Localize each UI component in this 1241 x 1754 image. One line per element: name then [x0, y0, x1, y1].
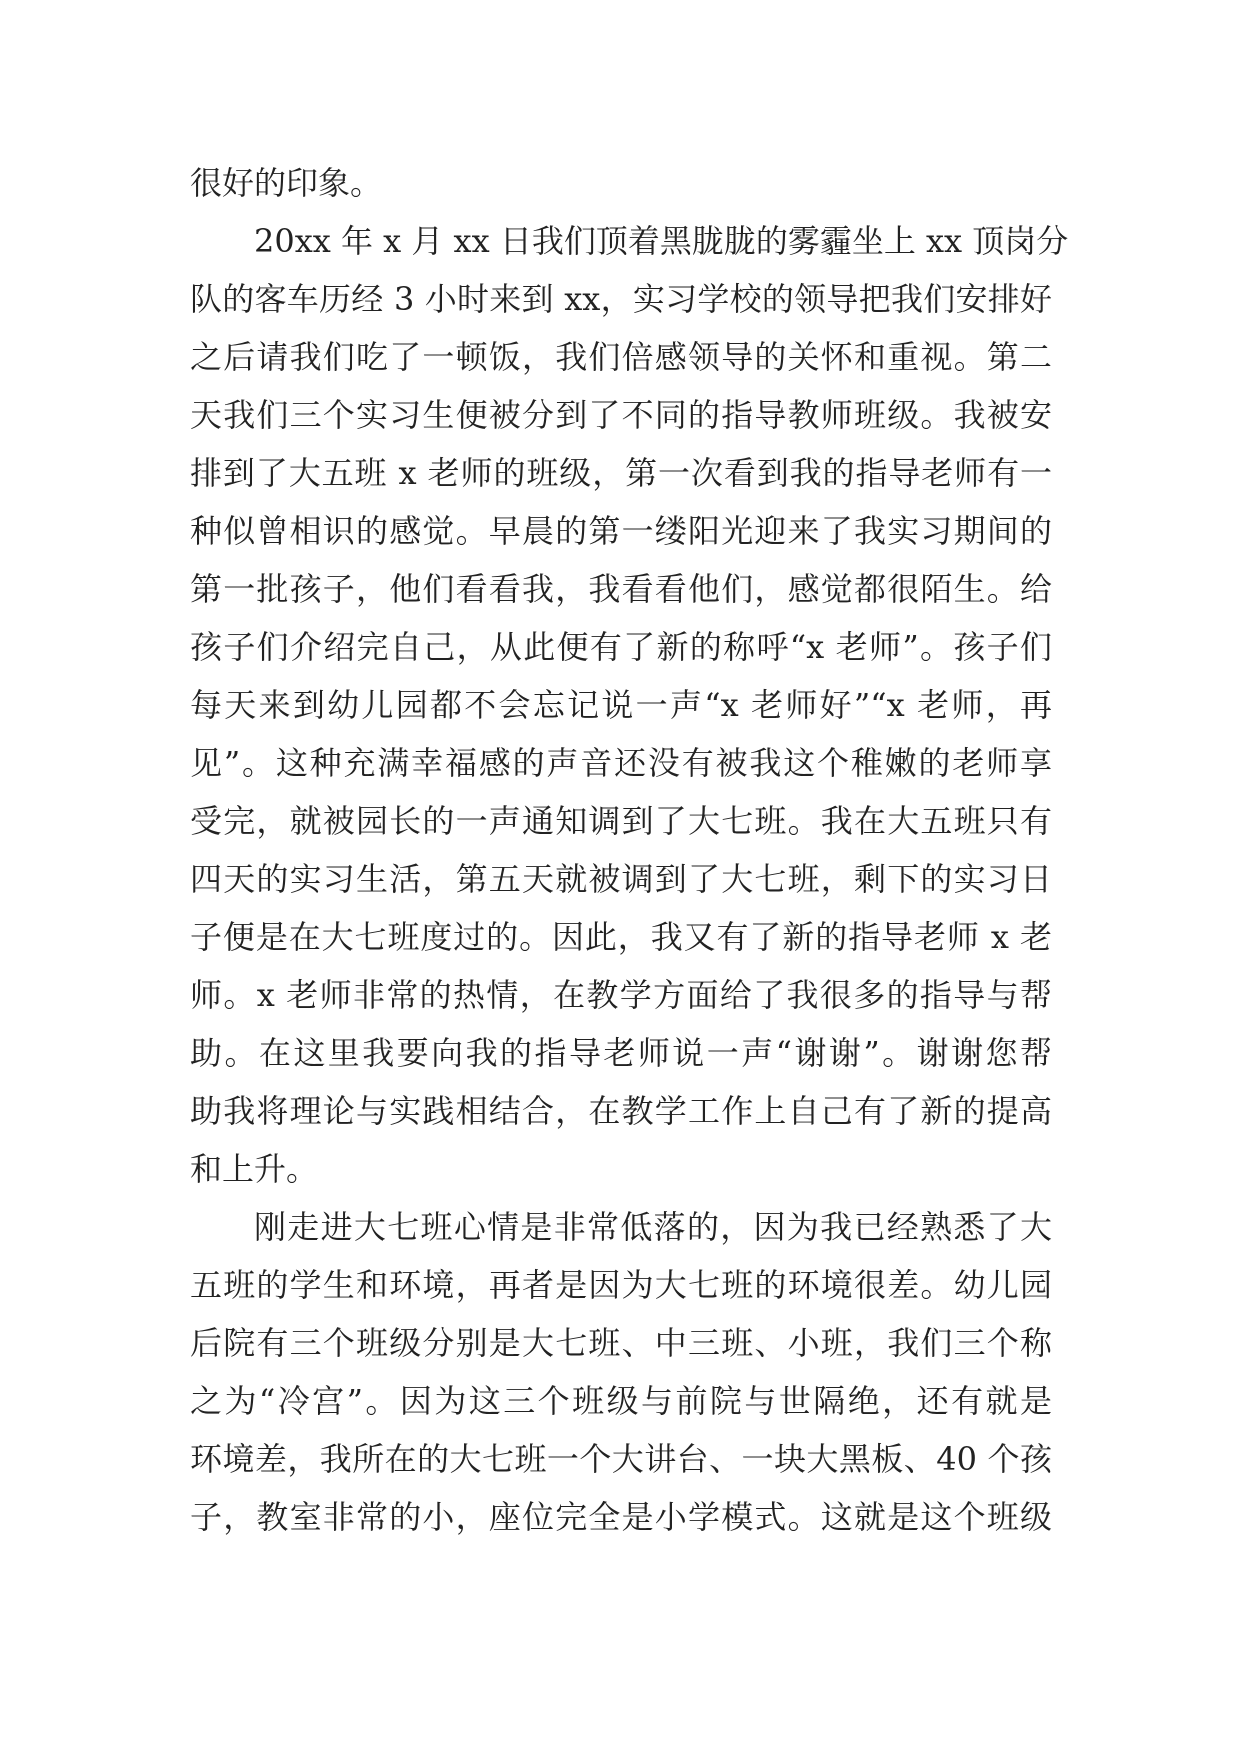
paragraph-2-line: 天我们三个实习生便被分到了不同的指导教师班级。我被安: [190, 396, 1052, 434]
paragraph-2-line: 受完，就被园长的一声通知调到了大七班。我在大五班只有: [190, 802, 1052, 840]
paragraph-3-line: 刚走进大七班心情是非常低落的，因为我已经熟悉了大: [254, 1208, 1052, 1246]
paragraph-2-line: 种似曾相识的感觉。早晨的第一缕阳光迎来了我实习期间的: [190, 512, 1052, 550]
document-body: [190, 154, 1069, 1546]
paragraph-2-line: 孩子们介绍完自己，从此便有了新的称呼“x 老师”。孩子们: [190, 628, 1052, 666]
paragraph-3-line: 子，教室非常的小，座位完全是小学模式。这就是这个班级: [190, 1498, 1052, 1536]
paragraph-3-line: 之为“冷宫”。因为这三个班级与前院与世隔绝，还有就是: [190, 1382, 1052, 1420]
paragraph-2-line: 每天来到幼儿园都不会忘记说一声“x 老师好”“x 老师，再: [190, 686, 1052, 724]
paragraph-2-line: 四天的实习生活，第五天就被调到了大七班，剩下的实习日: [190, 860, 1052, 898]
paragraph-2-line: 队的客车历经 3 小时来到 xx，实习学校的领导把我们安排好: [190, 280, 1052, 318]
paragraph-2-line: 助我将理论与实践相结合，在教学工作上自己有了新的提高: [190, 1092, 1052, 1130]
paragraph-2-line: 20xx 年 x 月 xx 日我们顶着黑胧胧的雾霾坐上 xx 顶岗分: [254, 222, 1069, 260]
paragraph-3-line: 后院有三个班级分别是大七班、中三班、小班，我们三个称: [190, 1324, 1052, 1362]
paragraph-2-line: 排到了大五班 x 老师的班级，第一次看到我的指导老师有一: [190, 454, 1052, 492]
paragraph-3-line: 环境差，我所在的大七班一个大讲台、一块大黑板、40 个孩: [190, 1440, 1052, 1478]
paragraph-2-line: 师。x 老师非常的热情，在教学方面给了我很多的指导与帮: [190, 976, 1052, 1014]
paragraph-2-line: 和上升。: [190, 1150, 319, 1188]
paragraph-2-line: 见”。这种充满幸福感的声音还没有被我这个稚嫩的老师享: [190, 744, 1052, 782]
paragraph-2-line: 助。在这里我要向我的指导老师说一声“谢谢”。谢谢您帮: [190, 1034, 1052, 1072]
paragraph-2-line: 之后请我们吃了一顿饭，我们倍感领导的关怀和重视。第二: [190, 338, 1052, 376]
paragraph-2-line: 子便是在大七班度过的。因此，我又有了新的指导老师 x 老: [190, 918, 1052, 956]
paragraph-3-line: 五班的学生和环境，再者是因为大七班的环境很差。幼儿园: [190, 1266, 1052, 1304]
paragraph-2-line: 第一批孩子，他们看看我，我看看他们，感觉都很陌生。给: [190, 570, 1052, 608]
paragraph-1-line: 很好的印象。: [190, 164, 383, 202]
